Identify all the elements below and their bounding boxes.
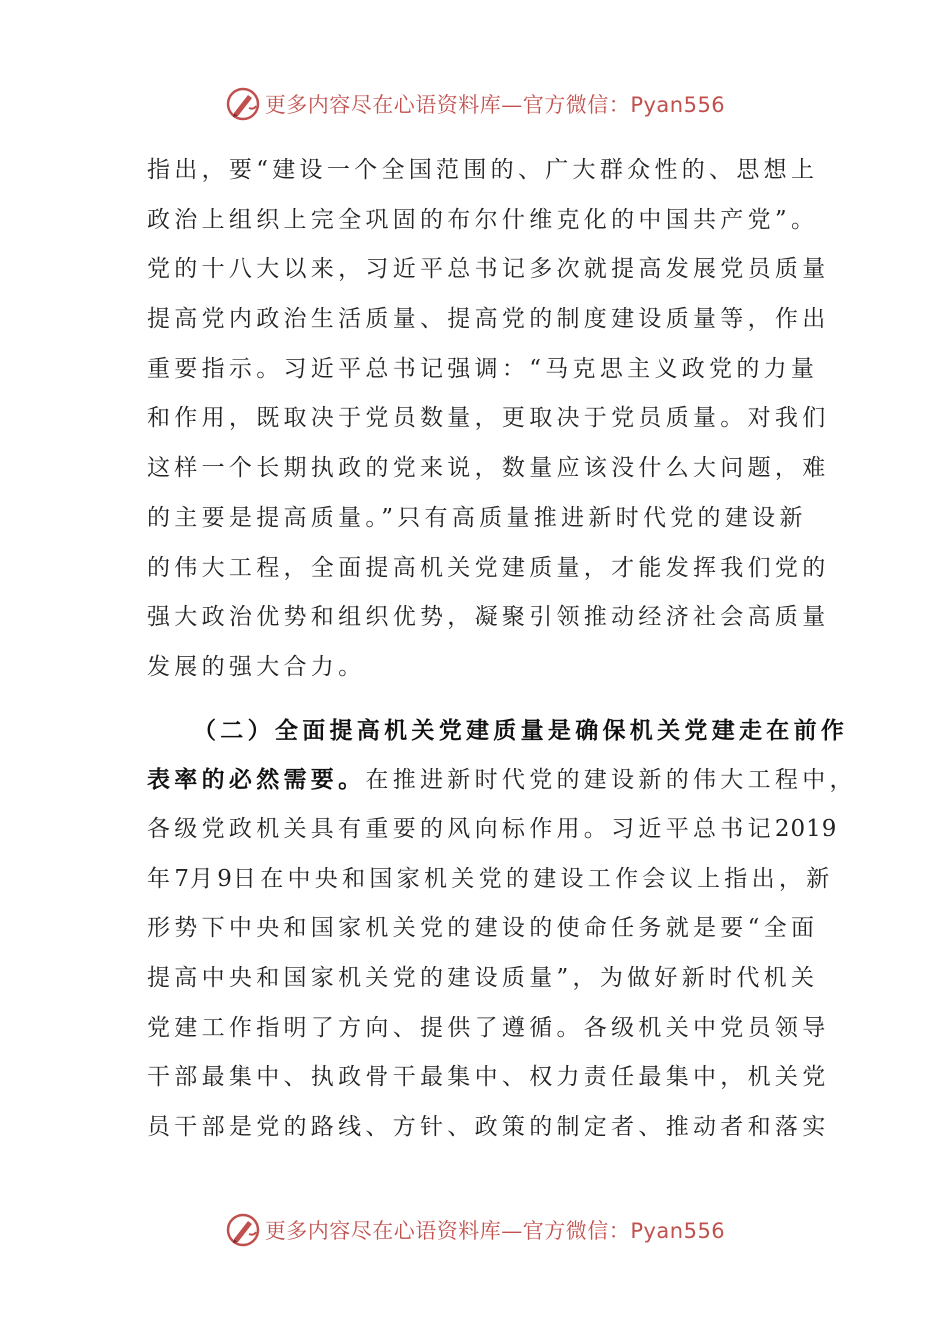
- text-span: 月: [189, 865, 218, 892]
- header-banner: [0, 82, 950, 126]
- year-number: 2019: [774, 815, 838, 842]
- text-line: 强大政治优势和组织优势，凝聚引领推动经济社会高质量: [147, 604, 830, 631]
- text-line: 指出，要“建设一个全国范围的、广大群众性的、思想上: [147, 157, 819, 183]
- text-span: 各级党政机关具有重要的风向标作用。习近平总书记: [147, 815, 775, 842]
- text-line: 提高中央和国家机关党的建设质量”，为做好新时代机关: [147, 965, 819, 991]
- text-line: 重要指示。习近平总书记强调：“马克思主义政党的力量: [147, 355, 819, 382]
- text-line: 的主要是提高质量。”只有高质量推进新时代党的建设新: [147, 504, 807, 531]
- pen-logo-icon: [225, 86, 261, 122]
- day-number: 9: [217, 865, 233, 892]
- text-line: 党的十八大以来，习近平总书记多次就提高发展党员质量: [147, 256, 830, 283]
- text-line: [147, 855, 834, 905]
- text-line: 干部最集中、执政骨干最集中、权力责任最集中，机关党: [147, 1064, 830, 1091]
- pen-logo-icon: [225, 1212, 261, 1248]
- header-wechat-account: Pyan556: [630, 93, 726, 117]
- document-body: [147, 146, 857, 1153]
- text-line: 党建工作指明了方向、提供了遵循。各级机关中党员领导: [147, 1014, 830, 1041]
- text-span: 日在中央和国家机关党的建设工作会议上指出，新: [232, 865, 834, 892]
- text-line: 和作用，既取决于党员数量，更取决于党员质量。对我们: [147, 405, 830, 432]
- text-line: 发展的强大合力。: [147, 653, 366, 680]
- text-line: 这样一个长期执政的党来说，数量应该没什么大问题，难: [147, 455, 830, 482]
- section-heading-end: 表率的必然需要。: [147, 766, 366, 794]
- text-line: 员干部是党的路线、方针、政策的制定者、推动者和落实: [147, 1114, 830, 1141]
- text-line: 形势下中央和国家机关党的建设的使命任务就是要“全面: [147, 915, 819, 942]
- text-line: [147, 805, 838, 855]
- month-number: 7: [174, 865, 190, 892]
- footer-banner-text: 更多内容尽在心语资料库—官方微信：Pyan556: [264, 1219, 726, 1243]
- text-span: 在推进新时代党的建设新的伟大工程中，: [365, 767, 857, 794]
- header-banner-text: 更多内容尽在心语资料库—官方微信：Pyan556: [264, 93, 726, 117]
- text-line: 政治上组织上完全巩固的布尔什维克化的中国共产党”。: [147, 206, 819, 233]
- footer-banner: [0, 1208, 950, 1252]
- text-span: 年: [147, 865, 175, 892]
- footer-wechat-account: Pyan556: [630, 1219, 726, 1243]
- text-line: 提高党内政治生活质量、提高党的制度建设质量等，作出: [147, 306, 830, 333]
- text-line: 的伟大工程，全面提高机关党建质量，才能发挥我们党的: [147, 554, 830, 581]
- section-heading: （二）全面提高机关党建质量是确保机关党建走在前作: [193, 716, 849, 744]
- paragraph-1: [147, 146, 830, 693]
- text-line: [147, 755, 857, 805]
- paragraph-2: [147, 706, 857, 1153]
